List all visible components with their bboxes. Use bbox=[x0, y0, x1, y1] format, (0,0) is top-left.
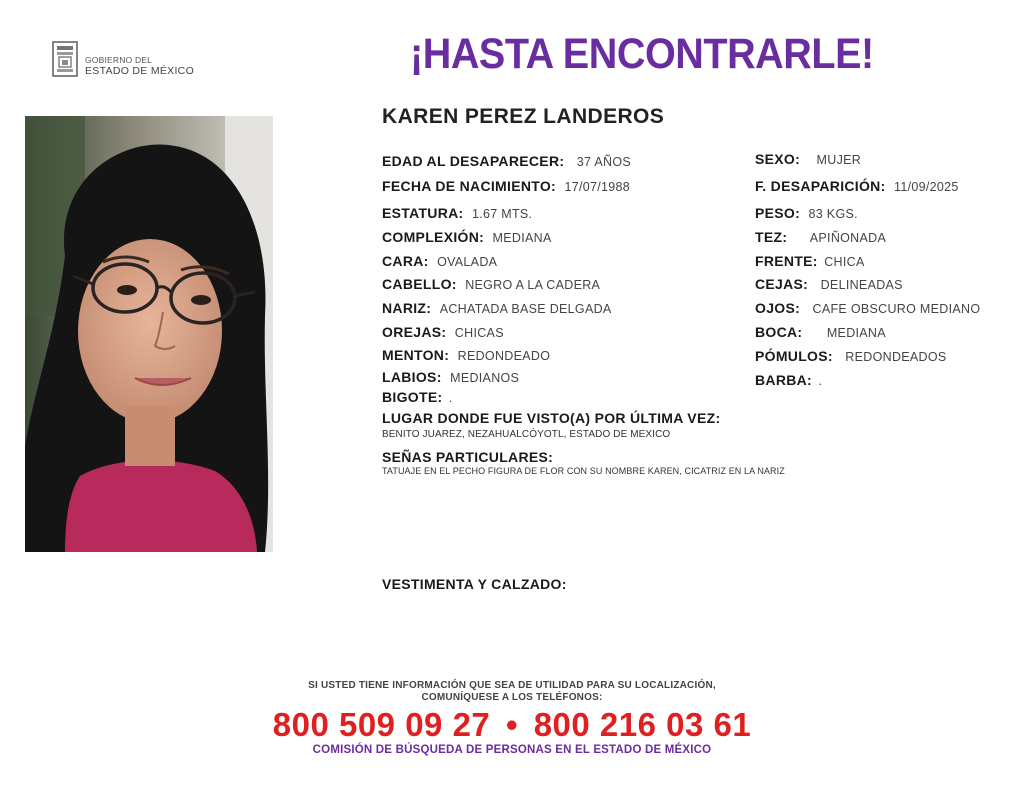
field-label: ESTATURA: bbox=[382, 205, 464, 221]
field-eyes bbox=[755, 300, 980, 317]
field-chin bbox=[382, 347, 550, 364]
field-label: CABELLO: bbox=[382, 276, 457, 292]
info-line-2: COMUNÍQUESE A LOS TELÉFONOS: bbox=[421, 692, 603, 703]
field-value: REDONDEADO bbox=[457, 349, 551, 363]
field-label: CEJAS: bbox=[755, 276, 809, 292]
field-value: CAFE OBSCURO MEDIANO bbox=[812, 302, 981, 316]
field-value: MEDIANA bbox=[826, 326, 886, 340]
marks-label: SEÑAS PARTICULARES: bbox=[382, 449, 554, 465]
field-value: MUJER bbox=[816, 153, 862, 167]
field-label: FRENTE: bbox=[755, 253, 818, 269]
field-nose bbox=[382, 300, 612, 317]
field-label: TEZ: bbox=[755, 229, 788, 245]
field-label: PÓMULOS: bbox=[755, 348, 833, 364]
field-mouth bbox=[755, 324, 886, 341]
field-label: EDAD AL DESAPARECER: bbox=[382, 153, 565, 169]
field-value: NEGRO A LA CADERA bbox=[465, 278, 601, 292]
phone-1[interactable]: 800 509 09 27 bbox=[272, 706, 491, 743]
field-mustache bbox=[382, 389, 453, 406]
field-age bbox=[382, 153, 631, 170]
field-value: 83 KGS. bbox=[808, 207, 858, 221]
field-eyebrows bbox=[755, 276, 903, 293]
field-forehead bbox=[755, 253, 865, 270]
field-label: BARBA: bbox=[755, 372, 813, 388]
commission-name: COMISIÓN DE BÚSQUEDA DE PERSONAS EN EL ESTADO DE MÉXICO bbox=[312, 744, 712, 756]
field-label: F. DESAPARICIÓN: bbox=[755, 178, 886, 194]
field-cheekbones bbox=[755, 348, 947, 365]
field-value: 1.67 MTS. bbox=[471, 207, 533, 221]
field-value: REDONDEADOS bbox=[845, 350, 947, 364]
state-seal-icon bbox=[50, 40, 80, 78]
field-label: COMPLEXIÓN: bbox=[382, 229, 485, 245]
field-value: CHICA bbox=[824, 255, 865, 269]
field-label: NARIZ: bbox=[382, 300, 432, 316]
field-label: BOCA: bbox=[755, 324, 803, 340]
field-face bbox=[382, 253, 497, 270]
marks-value: TATUAJE EN EL PECHO FIGURA DE FLOR CON SU NOMBRE KAREN, CICATRIZ EN LA NARIZ bbox=[382, 466, 785, 476]
field-value: OVALADA bbox=[437, 255, 498, 269]
phone-separator: • bbox=[505, 706, 519, 743]
field-label: CARA: bbox=[382, 253, 429, 269]
field-label: MENTON: bbox=[382, 347, 450, 363]
field-ears bbox=[382, 324, 504, 341]
field-value: 17/07/1988 bbox=[564, 180, 631, 194]
field-label: OJOS: bbox=[755, 300, 801, 316]
person-name: KAREN PEREZ LANDEROS bbox=[382, 105, 665, 128]
gov-line-1: GOBIERNO DEL bbox=[85, 55, 153, 65]
last-seen-value: BENITO JUAREZ, NEZAHUALCÓYOTL, ESTADO DE MEXICO bbox=[382, 429, 671, 440]
field-value: MEDIANA bbox=[492, 231, 552, 245]
field-height bbox=[382, 205, 532, 222]
field-value: . bbox=[818, 374, 823, 388]
field-complexion bbox=[755, 229, 886, 246]
field-label: PESO: bbox=[755, 205, 801, 221]
field-weight bbox=[755, 205, 858, 222]
field-sex bbox=[755, 151, 861, 168]
info-line-1: SI USTED TIENE INFORMACIÓN QUE SEA DE UTILIDAD PARA SU LOCALIZACIÓN, bbox=[308, 680, 716, 691]
field-label: SEXO: bbox=[755, 151, 801, 167]
gov-line-2: ESTADO DE MÉXICO bbox=[85, 65, 195, 77]
last-seen-label: LUGAR DONDE FUE VISTO(A) POR ÚLTIMA VEZ: bbox=[382, 410, 721, 426]
field-value: MEDIANOS bbox=[450, 371, 520, 385]
field-lips bbox=[382, 369, 519, 386]
field-label: FECHA DE NACIMIENTO: bbox=[382, 178, 556, 194]
field-disappearance-date bbox=[755, 178, 959, 195]
missing-person-photo bbox=[25, 116, 273, 552]
field-value: . bbox=[448, 391, 453, 405]
field-value: DELINEADAS bbox=[820, 278, 903, 292]
government-logo bbox=[50, 40, 210, 80]
field-label: LABIOS: bbox=[382, 369, 442, 385]
field-value: CHICAS bbox=[454, 326, 504, 340]
field-build bbox=[382, 229, 552, 246]
field-hair bbox=[382, 276, 600, 293]
field-label: OREJAS: bbox=[382, 324, 447, 340]
field-beard bbox=[755, 372, 822, 389]
field-label: BIGOTE: bbox=[382, 389, 443, 405]
field-value: 37 AÑOS bbox=[576, 155, 631, 169]
phone-numbers bbox=[0, 706, 1024, 744]
phone-2[interactable]: 800 216 03 61 bbox=[533, 706, 752, 743]
clothing-label: VESTIMENTA Y CALZADO: bbox=[382, 576, 567, 592]
field-value: 11/09/2025 bbox=[894, 180, 959, 194]
headline: ¡HASTA ENCONTRARLE! bbox=[410, 30, 874, 78]
field-value: ACHATADA BASE DELGADA bbox=[439, 302, 612, 316]
field-birthdate bbox=[382, 178, 630, 195]
field-value: APIÑONADA bbox=[809, 231, 887, 245]
